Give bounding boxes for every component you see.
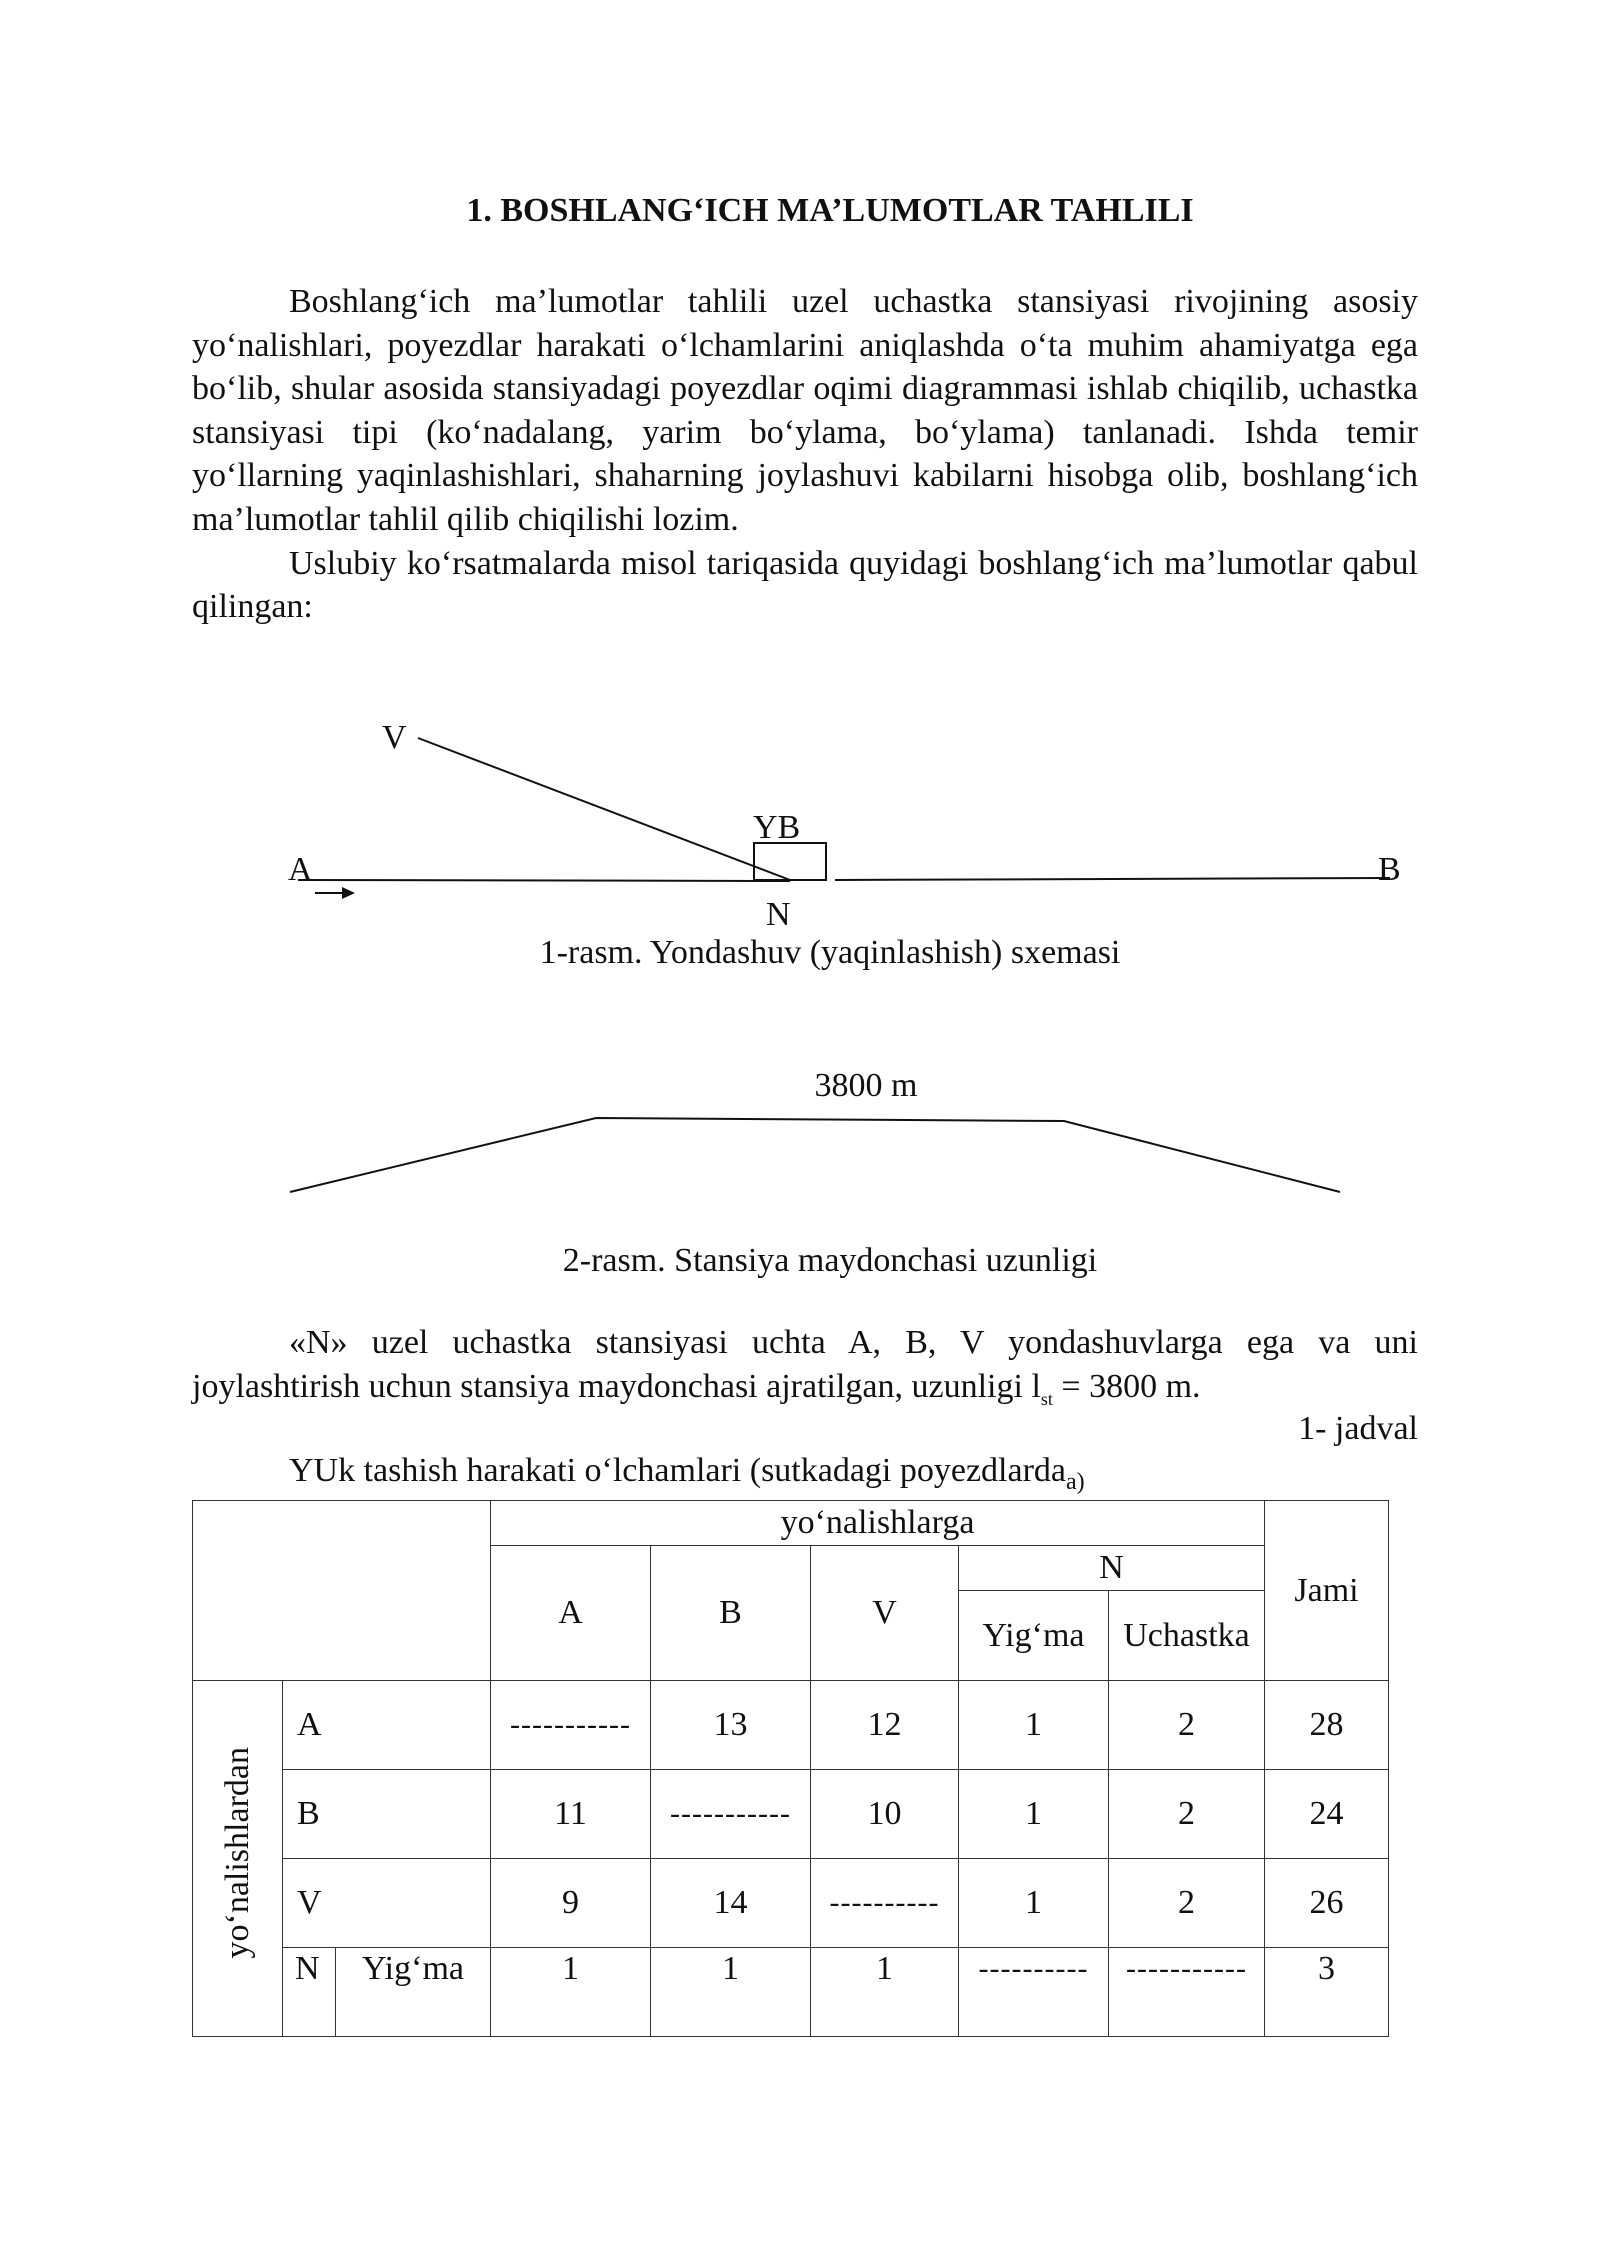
header-jami: Jami [1265, 1501, 1389, 1681]
header-v: V [811, 1546, 959, 1681]
table-cell: ----------- [651, 1770, 811, 1859]
v-line [418, 738, 790, 880]
arrow-head [342, 887, 355, 899]
table-cell: 1 [959, 1681, 1109, 1770]
table-cell: 28 [1265, 1681, 1389, 1770]
row-label: A [283, 1681, 491, 1770]
label-a: A [288, 851, 313, 888]
table-cell: ---------- [811, 1859, 959, 1948]
table-row [193, 1770, 1389, 1859]
header-from-text: yo‘nalishlardan [218, 1747, 256, 1959]
l-subscript: st [1040, 1388, 1053, 1409]
table-title [289, 1452, 1085, 1496]
header-n: N [959, 1546, 1265, 1591]
station-paragraph [192, 1321, 1418, 1421]
table-cell: ---------- [959, 1948, 1109, 2037]
corner-cell [193, 1501, 491, 1681]
length-label: 3800 m [814, 1067, 918, 1104]
yb-box [754, 843, 826, 880]
table-cell: 11 [491, 1770, 651, 1859]
header-yigma: Yig‘ma [959, 1591, 1109, 1681]
intro-text-2: Uslubiy ko‘rsatmalarda misol tariqasida quyidagi boshlang‘ich ma’lumotlar qabul qilingan: [192, 544, 1418, 626]
label-yb: YB [753, 809, 801, 846]
table-cell: ----------- [491, 1681, 651, 1770]
table-cell: 2 [1109, 1770, 1265, 1859]
a-line [298, 880, 790, 881]
table-cell: 10 [811, 1770, 959, 1859]
table-cell: 1 [491, 1948, 651, 2037]
table-cell: 12 [811, 1681, 959, 1770]
table-cell: 3 [1265, 1948, 1389, 2037]
table-cell: 1 [959, 1770, 1109, 1859]
station-length: = 3800 m. [1052, 1367, 1201, 1405]
header-b: B [651, 1546, 811, 1681]
table-cell: 14 [651, 1859, 811, 1948]
label-b: B [1378, 851, 1401, 888]
row-label: V [283, 1859, 491, 1948]
table-row [193, 1859, 1389, 1948]
table-number: 1- jadval [1298, 1410, 1418, 1447]
row-label: B [283, 1770, 491, 1859]
traffic-table [192, 1500, 1389, 2037]
table-title-sub: a) [1066, 1468, 1085, 1495]
table-cell: 2 [1109, 1681, 1265, 1770]
table-cell: 26 [1265, 1859, 1389, 1948]
figure1-caption: 1-rasm. Yondashuv (yaqinlashish) sxemasi [539, 934, 1121, 971]
figure2-caption: 2-rasm. Stansiya maydonchasi uzunligi [562, 1242, 1098, 1279]
table-cell: ----------- [1109, 1948, 1265, 2037]
table-row [193, 1681, 1389, 1770]
label-v: V [382, 719, 407, 756]
approach-scheme [270, 700, 1430, 940]
row-label-n: N [283, 1948, 336, 2037]
header-from [193, 1681, 283, 2037]
b-line [835, 878, 1390, 880]
label-n: N [766, 896, 791, 933]
table-cell: 2 [1109, 1859, 1265, 1948]
platform-length-scheme [280, 1060, 1360, 1210]
platform-profile [290, 1118, 1340, 1192]
header-a: A [491, 1546, 651, 1681]
table-row [193, 1948, 1389, 2037]
header-uchastka: Uchastka [1109, 1591, 1265, 1681]
table-cell: 9 [491, 1859, 651, 1948]
intro-text: Boshlang‘ich ma’lumotlar tahlili uzel uchastka stansiyasi rivojining asosiy yo‘nalishlari, poyezdlar harakati o‘lchamlarini aniqlashda o‘ta muhim ahamiyatga ega bo‘lib, shular asosida stansiyadagi poyezdlar oqimi diagrammasi ishlab chiqilib, uchastka stansiyasi tipi (ko‘nadalang, yarim bo‘ylama, bo‘ylama) tanlanadi. Ishda temir yo‘llarning yaqinlashishlari, shaharning joylashuvi kabilarni hisobga olib, boshlang‘ich ma’lumotlar tahlil qilib chiqilishi lozim. [192, 283, 1418, 538]
table-cell: 1 [959, 1859, 1109, 1948]
page-heading: 1. BOSHLANG‘ICH MA’LUMOTLAR TAHLILI [466, 192, 1194, 229]
table-title-text: YUk tashish harakati o‘lchamlari (sutkadagi poyezdlarda [289, 1452, 1067, 1489]
station-text: «N» uzel uchastka stansiyasi uchta A, B, V yondashuvlarga ega va uni joylashtirish uchun stansiya maydonchasi ajratilgan, uzunligi l [192, 1324, 1418, 1405]
table-cell: 1 [651, 1948, 811, 2037]
table-cell: 1 [811, 1948, 959, 2037]
row-sublabel: Yig‘ma [336, 1948, 491, 2037]
header-to: yo‘nalishlarga [491, 1501, 1265, 1546]
intro-paragraph [192, 280, 1418, 629]
table-cell: 24 [1265, 1770, 1389, 1859]
table-cell: 13 [651, 1681, 811, 1770]
